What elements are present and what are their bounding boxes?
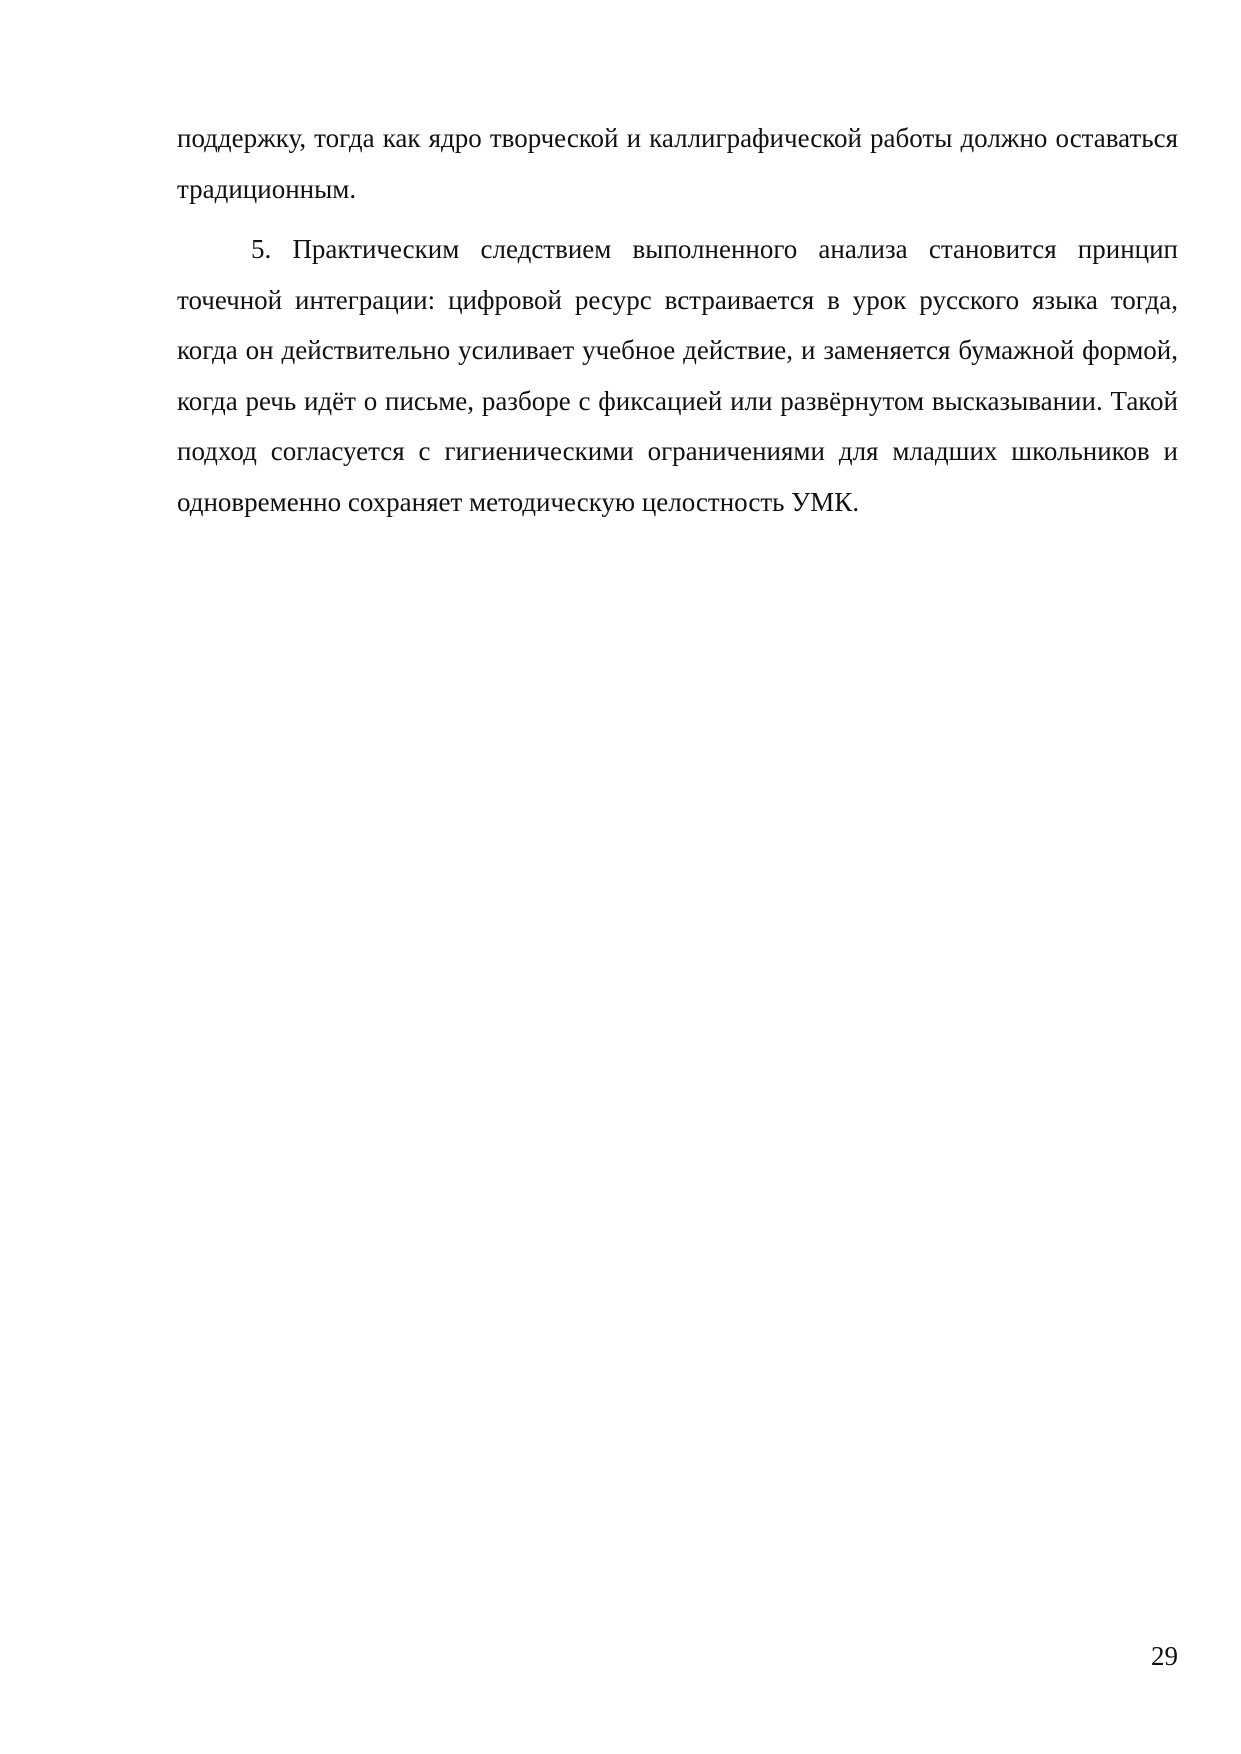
- page-number: 29: [1151, 1641, 1178, 1671]
- paragraph-point-5: 5. Практическим следствием выполненного анализа становится принцип точечной интеграции: цифровой ресурс встраивается в урок русского языка тогда, когда он действительно усиливает учебное действие, и заменяется бумажной формой, когда речь идёт о письме, разборе с фиксацией или развёрнутом высказывании. Такой подход согласуется с гигиеническими ограничениями для младших школьников и одновременно сохраняет методическую целостность УМК.: [177, 234, 1178, 517]
- paragraph-continued: поддержку, тогда как ядро творческой и каллиграфической работы должно оставаться традиционным.: [177, 123, 1178, 204]
- body-text: [177, 113, 1178, 527]
